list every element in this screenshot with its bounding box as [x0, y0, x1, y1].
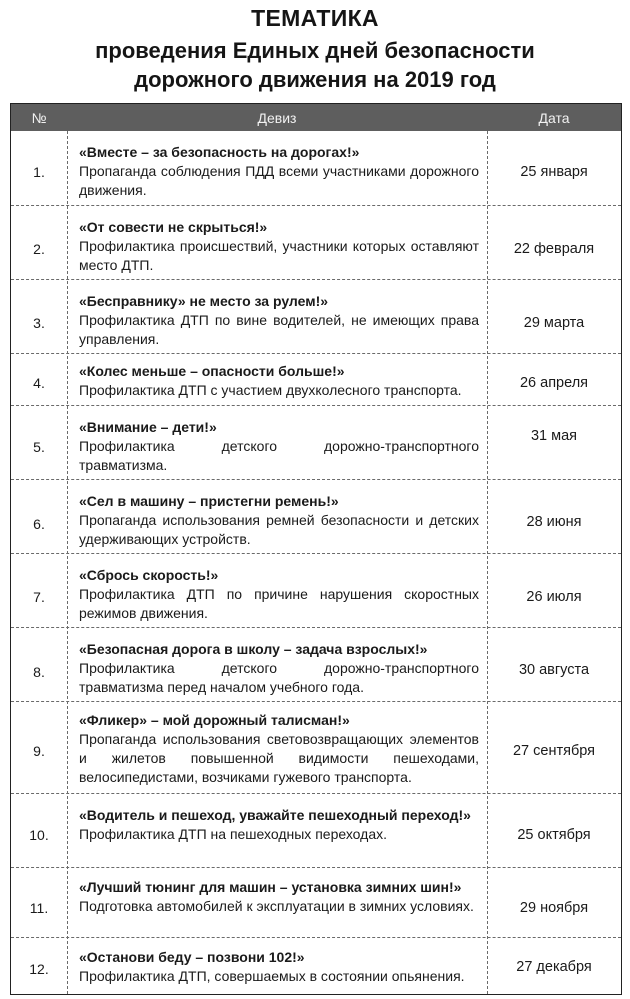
row-number: 3.: [33, 315, 45, 331]
motto-description: Пропаганда соблюдения ПДД всеми участниками дорожного движения.: [79, 163, 479, 198]
table-row: [11, 867, 621, 937]
table-row: [11, 131, 621, 205]
row-date: 28 июня: [526, 514, 582, 530]
row-date: 29 марта: [523, 315, 585, 331]
table-row: [11, 353, 621, 405]
row-motto: [79, 143, 479, 200]
motto-description: Пропаганда использования ремней безопасности и детских удерживающих устройств.: [79, 512, 479, 547]
motto-title: «От совести не скрыться!»: [79, 219, 268, 235]
motto-description: Профилактика ДТП на пешеходных переходах.: [79, 826, 387, 842]
motto-description: Профилактика ДТП с участием двухколесного транспорта.: [79, 382, 462, 398]
motto-title: «Внимание – дети!»: [79, 419, 217, 435]
table-row: [11, 553, 621, 627]
schedule-table: [10, 103, 622, 995]
table-row: [11, 205, 621, 279]
row-motto: [79, 218, 479, 275]
column-header-motto: Девиз: [257, 110, 297, 126]
row-motto: [79, 948, 479, 986]
table-row: [11, 701, 621, 793]
row-motto: [79, 566, 479, 623]
motto-title: «Колес меньше – опасности больше!»: [79, 363, 345, 379]
row-date: 25 октября: [517, 827, 591, 843]
row-motto: [79, 806, 479, 844]
row-date: 26 апреля: [519, 375, 589, 391]
row-number: 6.: [33, 516, 45, 532]
row-motto: [79, 418, 479, 475]
row-motto: [79, 711, 479, 787]
row-date: 22 февраля: [513, 241, 595, 257]
table-row: [11, 937, 621, 994]
motto-description: Профилактика ДТП по вине водителей, не имеющих права управления.: [79, 312, 479, 347]
table-row: [11, 627, 621, 701]
column-header-date: Дата: [538, 110, 570, 126]
row-date: 29 ноября: [519, 900, 589, 916]
row-date: 25 января: [520, 164, 588, 180]
title-line-3: дорожного движения на 2019 год: [134, 67, 496, 92]
motto-description: Профилактика ДТП, совершаемых в состоянии опьянения.: [79, 968, 465, 984]
motto-title: «Бесправнику» не место за рулем!»: [79, 293, 329, 309]
row-number: 11.: [29, 900, 49, 916]
motto-description: Профилактика происшествий, участники которых оставляют место ДТП.: [79, 238, 479, 273]
motto-description: Профилактика детского дорожно-транспортного травматизма перед началом учебного года.: [79, 660, 479, 695]
row-date: 31 мая: [530, 428, 578, 444]
row-number: 2.: [33, 241, 45, 257]
row-number: 7.: [33, 589, 45, 605]
title-line-2: проведения Единых дней безопасности: [95, 38, 535, 63]
row-date: 27 декабря: [516, 959, 592, 975]
row-motto: [79, 492, 479, 549]
motto-description: Пропаганда использования световозвращающих элементов и жилетов повышенной видимости пешеходами, велосипедистами, возчиками гужевого транспорта.: [79, 731, 479, 785]
row-number: 12.: [29, 961, 49, 977]
row-motto: [79, 878, 479, 916]
table-row: [11, 479, 621, 553]
row-number: 8.: [33, 664, 45, 680]
motto-title: «Вместе – за безопасность на дорогах!»: [79, 144, 360, 160]
row-number: 4.: [33, 375, 45, 391]
motto-title: «Безопасная дорога в школу – задача взрослых!»: [79, 641, 428, 657]
motto-title: «Останови беду – позвони 102!»: [79, 949, 305, 965]
row-motto: [79, 362, 479, 400]
row-number: 9.: [33, 743, 45, 759]
title-line-1: ТЕМАТИКА: [251, 5, 379, 31]
motto-title: «Сел в машину – пристегни ремень!»: [79, 493, 339, 509]
motto-title: «Фликер» – мой дорожный талисман!»: [79, 712, 350, 728]
row-motto: [79, 292, 479, 349]
row-motto: [79, 640, 479, 697]
table-row: [11, 279, 621, 353]
motto-title: «Сбрось скорость!»: [79, 567, 219, 583]
table-row: [11, 793, 621, 867]
motto-description: Подготовка автомобилей к эксплуатации в зимних условиях.: [79, 898, 474, 914]
table-row: [11, 405, 621, 479]
row-date: 30 августа: [518, 662, 590, 678]
motto-title: «Водитель и пешеход, уважайте пешеходный переход!»: [79, 807, 471, 823]
row-number: 5.: [33, 439, 45, 455]
row-number: 10.: [29, 827, 49, 843]
row-date: 27 сентября: [512, 743, 596, 759]
row-date: 26 июля: [526, 589, 582, 605]
motto-description: Профилактика ДТП по причине нарушения скоростных режимов движения.: [79, 586, 479, 621]
column-header-number: №: [31, 110, 47, 126]
motto-title: «Лучший тюнинг для машин – установка зимних шин!»: [79, 879, 462, 895]
table-header: [11, 104, 621, 131]
row-number: 1.: [33, 164, 45, 180]
motto-description: Профилактика детского дорожно-транспортного травматизма.: [79, 438, 479, 473]
